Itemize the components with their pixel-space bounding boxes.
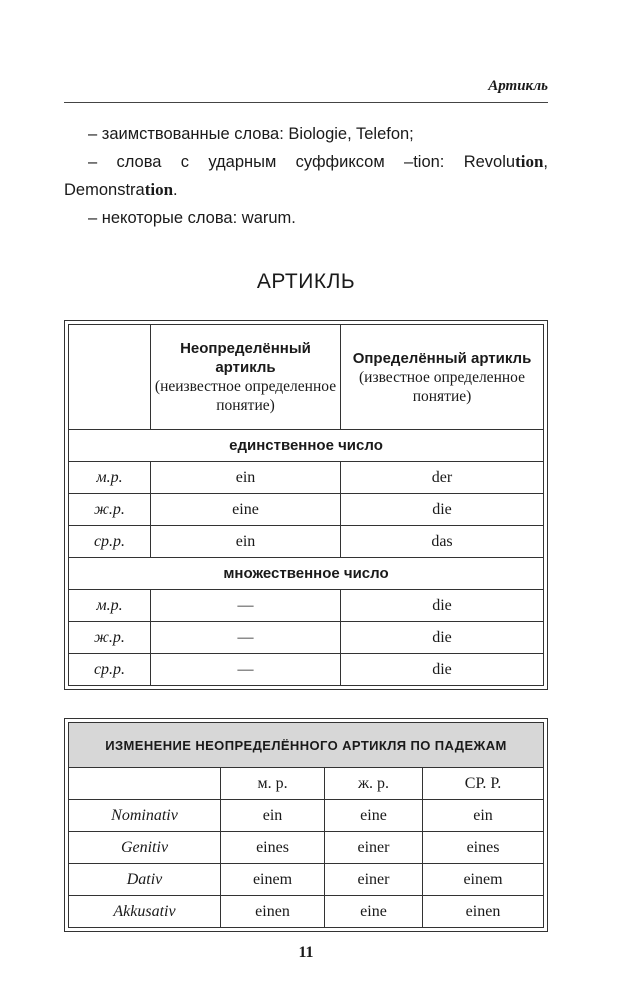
table-row: м.р. — die (69, 590, 544, 622)
table-row: ср.р. — die (69, 654, 544, 686)
header-rule (64, 102, 548, 103)
declension-table-frame (64, 718, 548, 932)
article-table-header-row (69, 325, 544, 430)
definite-header: Определённый артикль (известное определенное понятие) (341, 325, 544, 430)
singular-label: единственное число (69, 430, 544, 462)
table-row: Genitiv eines einer eines (69, 832, 544, 864)
declension-caption: ИЗМЕНЕНИЕ НЕОПРЕДЕЛЁННОГО АРТИКЛЯ ПО ПАДЕЖАМ (69, 723, 544, 768)
declension-header-row: м. р. ж. р. СР. Р. (69, 768, 544, 800)
table-row: Nominativ ein eine ein (69, 800, 544, 832)
table-row: Akkusativ einen eine einen (69, 896, 544, 928)
text-line-1: – заимствованные слова: Biologie, Telefon; (88, 125, 414, 143)
declension-table (68, 722, 544, 928)
article-table (68, 324, 544, 686)
running-head: Артикль (488, 78, 548, 94)
section-title: АРТИКЛЬ (256, 270, 356, 293)
table-row: Dativ einem einer einem (69, 864, 544, 896)
table-row: ж.р. — die (69, 622, 544, 654)
plural-label: множественное число (69, 558, 544, 590)
text-line-2: – слова с ударным суффиксом –tion: Revolution, (88, 152, 548, 171)
table-row: м.р. ein der (69, 462, 544, 494)
table-row: ж.р. eine die (69, 494, 544, 526)
text-line-3: Demonstration. (64, 180, 178, 199)
corner-cell (69, 325, 151, 430)
article-table-frame (64, 320, 548, 690)
page-number: 11 (298, 944, 314, 961)
text-line-4: – некоторые слова: warum. (88, 209, 296, 227)
indefinite-header: Неопределённый артикль (неизвестное определенное понятие) (151, 325, 341, 430)
table-row: ср.р. ein das (69, 526, 544, 558)
corner-cell (69, 768, 221, 800)
